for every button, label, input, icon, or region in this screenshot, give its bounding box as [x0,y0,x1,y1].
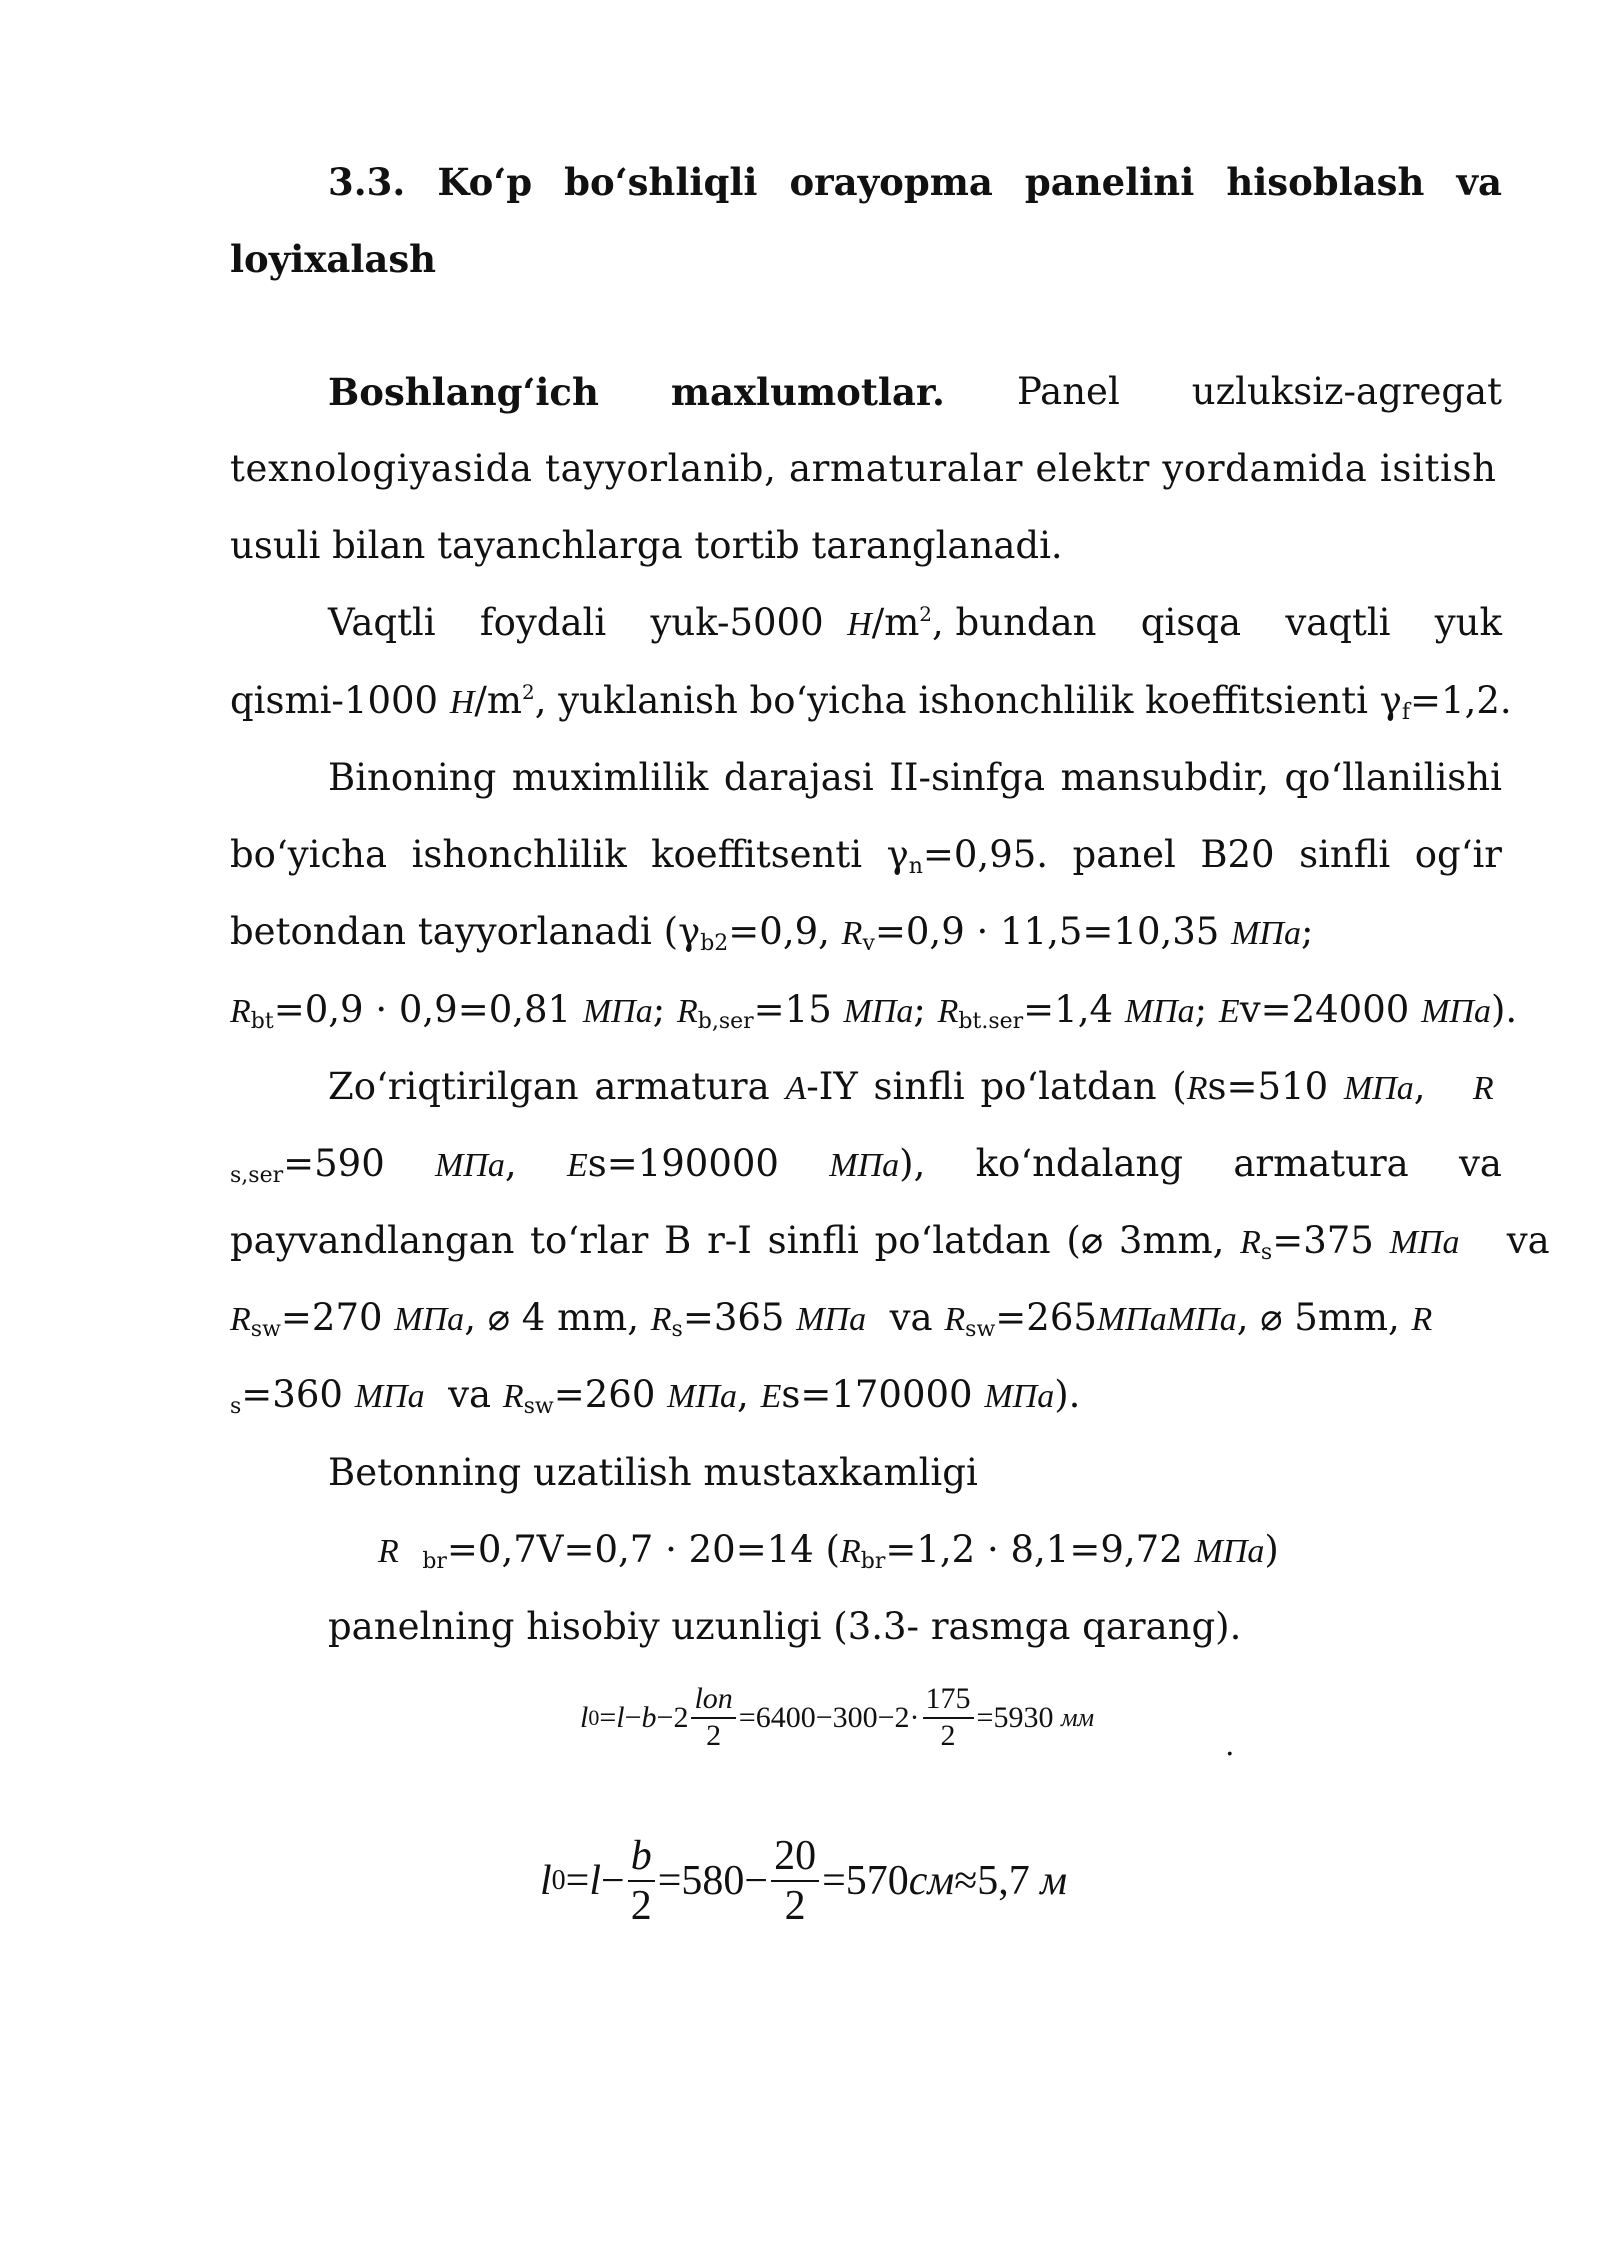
paragraph-4-line-3: payvandlangan to‘rlar B r-I sinfli po‘latdan (⌀ 3mm, $R_s=375$ МПа va [230,1219,1550,1265]
text-word: armatura [1233,1142,1409,1185]
text-word: og‘ir [1414,833,1502,876]
text-word: vaqtli [1285,601,1391,644]
paragraph-3-line-4: $R_{bt}=0,9 \cdot 0,9=0,81$ МПа; $R_{b,ser}=15$ МПа; $R_{bt.ser}=1,4$ МПа; Ev=24000 МПа). [230,988,1518,1034]
section-heading [328,157,1502,207]
text-word: sinfli [1299,833,1391,876]
heading-word: 3.3. [328,160,406,204]
gamma-n: $\gamma_n=0,95$. [886,833,1049,879]
paragraph-4-line-5: $_s$=360 МПа va $R_{sw}=260$ МПа, Es=170000 МПа). [230,1373,1081,1419]
paragraph-2-line-2: qismi-1000 $Н/m^2$, yuklanish bo‘yicha ishonchlilik koeffitsienti $\gamma_f=1,2$. [230,679,1512,725]
heading-word: orayopma [789,160,993,204]
text-word: uzluksiz-agregat [1191,370,1502,413]
text-word: bo‘yicha [230,833,388,876]
text-word: panel [1072,833,1176,876]
text-group: Es=190000 [566,1142,779,1185]
text-word: muximlilik [511,756,709,799]
heading-word: panelini [1024,160,1195,204]
text-word: Binoning [328,756,497,799]
paragraph-2-line-1 [328,598,1502,650]
bold-term: Boshlang‘ich [328,370,599,414]
text-group: МПа, [435,1142,517,1185]
diameter-icon: ⌀ [1260,1296,1283,1339]
heading-word: bo‘shliqli [564,160,758,204]
text-word: II-sinfga [889,756,1046,799]
text-word: ishonchlilik [411,833,627,876]
bold-term: maxlumotlar. [670,370,945,414]
text-group: МПа), [829,1142,926,1185]
unit-newton: Н [847,606,872,643]
heading-word: hisoblash [1226,160,1425,204]
section-heading-cont: loyixalash [230,237,437,281]
text-word: yuk [1434,601,1502,644]
paragraph-1-line-1 [328,367,1502,417]
heading-word: va [1456,160,1502,204]
diameter-icon: ⌀ [487,1296,510,1339]
text-word: ko‘ndalang [975,1142,1184,1185]
text-word: mansubdir, [1060,756,1269,799]
fraction: $\frac{\text{lon}}{2}$ [691,1682,735,1753]
fraction: $\frac{20}{2}$ [771,1832,819,1931]
paragraph-5-line-1: Betonning uzatilish mustaxkamligi [328,1451,978,1494]
paragraph-1-line-3: usuli bilan tayanchlarga tortib taranglanadi. [230,524,1063,567]
paragraph-4-line-1: Zo‘riqtirilgan armatura A-IY sinfli po‘latdan (Rs=510 МПа, R [328,1065,1494,1108]
formula-period: . [1225,1728,1235,1763]
text-word: qo‘llanilishi [1284,756,1502,799]
paragraph-3-line-3: betondan tayyorlanadi ($\gamma_{b2}=0,9$, $R_v=0,9 \cdot 11,5=10,35$ МПа; [230,910,1314,956]
text-word: foydali [479,601,607,644]
fraction: $\frac{175}{2}$ [923,1682,974,1753]
diameter-icon: ⌀ [1080,1219,1104,1262]
paragraph-4-line-4: $R_{sw}=270$ МПа, ⌀ 4 mm, $R_s=365$ МПа va $R_{sw}=265МПаМПа$, ⌀ 5mm, R [230,1296,1433,1342]
paragraph-5-line-3: panelning hisobiy uzunligi (3.3- rasmga qarang). [328,1605,1242,1648]
text-word: yuk-5000 $Н/m^2$, bundan [650,601,1097,644]
paragraph-5-line-2: R $_{br}$=0,7V=0,7 · 20=14 ($R_{br}=1,2 \cdot 8,1=9,72$ МПа) [378,1528,1279,1574]
paragraph-4-line-2 [230,1139,1502,1191]
text-group: $_{s,ser}$=590 [230,1142,385,1188]
text-word: Vaqtli [328,601,436,644]
text-word: В20 [1200,833,1275,876]
text-word: koeffitsenti [651,833,863,876]
paragraph-3-line-2 [230,830,1502,880]
paragraph-1-line-2: texnologiyasida tayyorlanib, armaturalar elektr yordamida isitish [230,447,1497,490]
heading-word: Ko‘p [437,160,533,204]
formula-effective-length-m: l 0 = l − $\frac{b}{2}$ =580− $\frac{20}{2}$ =570 см ≈5,7 м [540,1833,1068,1930]
text-word: va [1458,1142,1502,1185]
text-word: qisqa [1140,601,1242,644]
formula-effective-length-mm: l 0 = l − b −2 $\frac{\text{lon}}{2}$ =6400−300−2· $\frac{175}{2}$ =5930 мм [580,1682,1095,1752]
text-word: Panel [1016,370,1120,413]
paragraph-3-line-1 [328,753,1502,803]
text-word: darajasi [723,756,874,799]
fraction: $\frac{b}{2}$ [628,1832,655,1931]
